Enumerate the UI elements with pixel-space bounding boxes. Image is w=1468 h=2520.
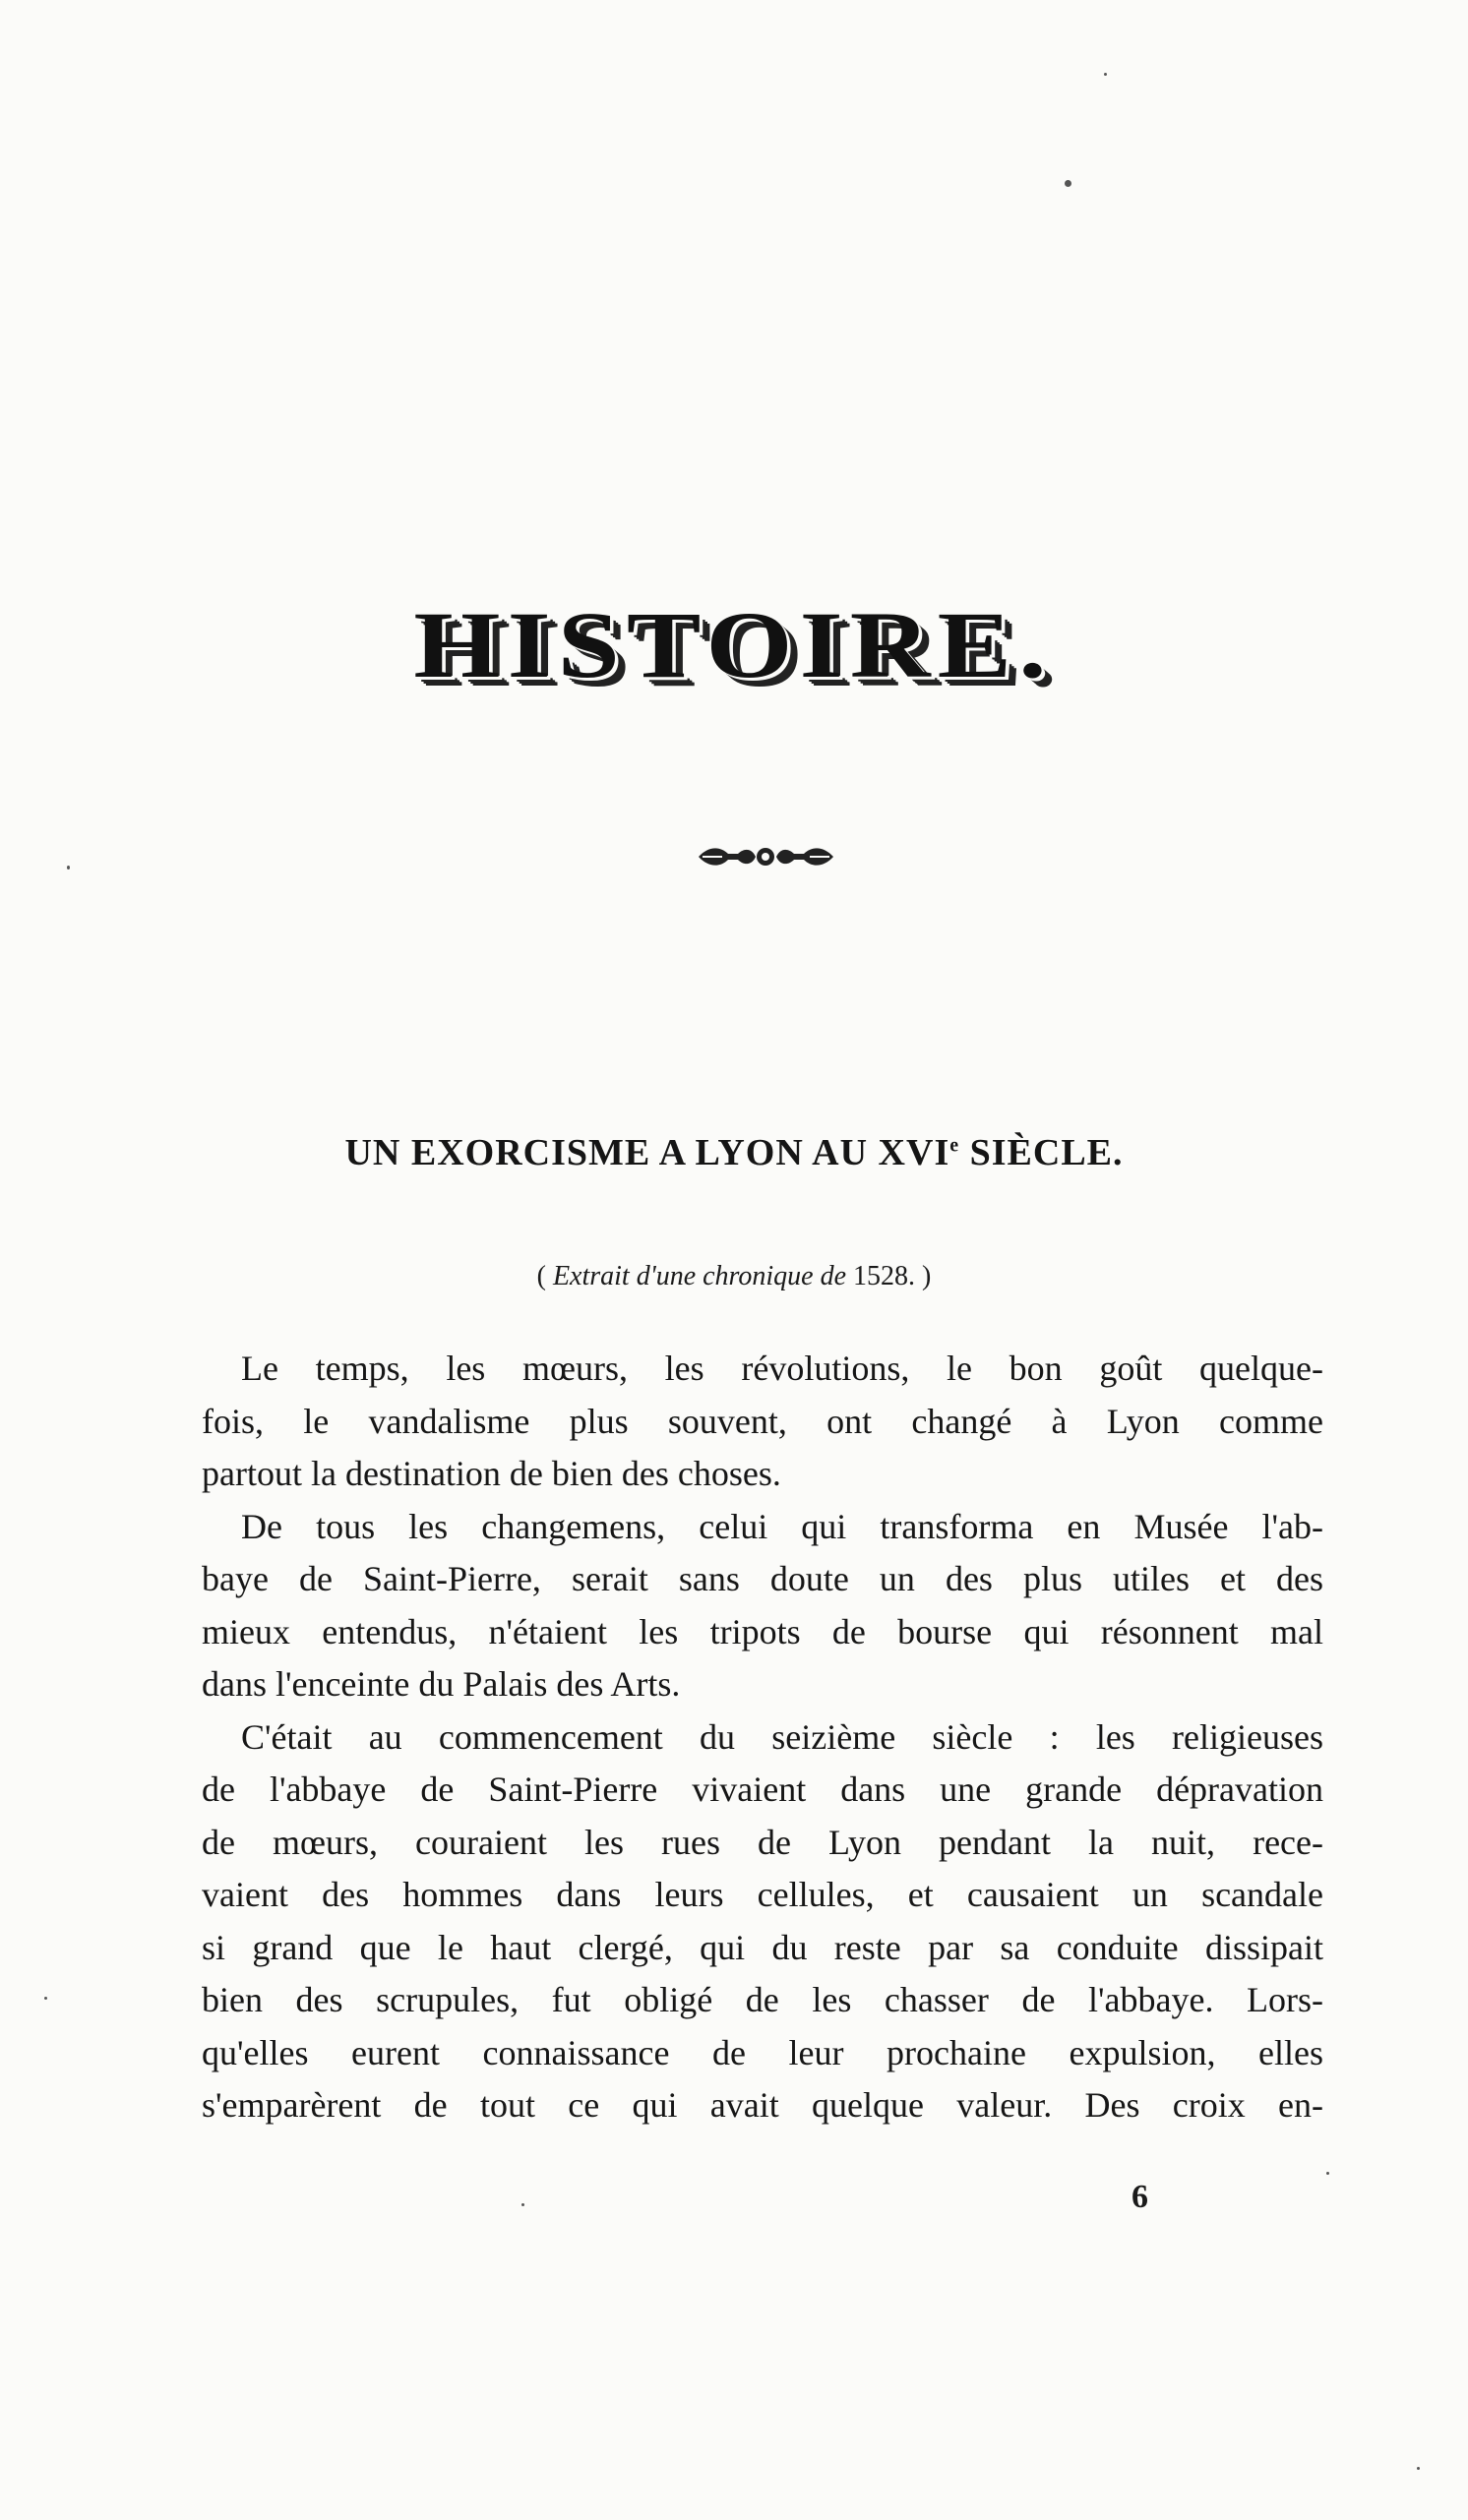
print-speck (1104, 73, 1107, 76)
print-speck (521, 2203, 524, 2206)
article-title-end: SIÈCLE. (959, 1132, 1124, 1173)
text-line: dans l'enceinte du Palais des Arts. (202, 1664, 681, 1704)
text-line: bien des scrupules, fut obligé de les chasser de l'abbaye. Lors- (202, 1980, 1323, 2019)
print-speck (67, 866, 70, 870)
source-note (0, 1261, 1468, 1292)
text-line: vaient des hommes dans leurs cellules, et causaient un scandale (202, 1875, 1323, 1914)
text-line: de mœurs, couraient les rues de Lyon pendant la nuit, rece- (202, 1822, 1323, 1862)
text-line: baye de Saint-Pierre, serait sans doute un des plus utiles et des (202, 1559, 1323, 1598)
article-title-superscript: e (949, 1134, 960, 1157)
source-open: ( (536, 1261, 553, 1291)
page-number: 6 (1132, 2179, 1148, 2215)
paragraph-1 (202, 1343, 1323, 1501)
article-title-main: UN EXORCISME A LYON AU XVI (344, 1132, 950, 1173)
print-speck (1065, 180, 1071, 187)
text-line: de l'abbaye de Saint-Pierre vivaient dans une grande dépravation (202, 1770, 1323, 1809)
section-title (0, 592, 1468, 697)
ornament-divider-icon (695, 836, 837, 877)
text-line: Le temps, les mœurs, les révolutions, le bon goût quelque- (241, 1349, 1323, 1388)
article-title (0, 1131, 1468, 1174)
section-title-text: HISTOIRE. (413, 592, 1055, 697)
text-line: qu'elles eurent connaissance de leur prochaine expulsion, elles (202, 2032, 1323, 2072)
text-line: s'emparèrent de tout ce qui avait quelque valeur. Des croix en- (202, 2085, 1323, 2125)
print-speck (44, 1997, 47, 2000)
text-line: C'était au commencement du seizième siècle : les religieuses (241, 1716, 1323, 1757)
print-speck (1417, 2467, 1420, 2470)
source-italic: Extrait d'une chronique de (552, 1261, 847, 1291)
text-line: mieux entendus, n'étaient les tripots de bourse qui résonnent mal (202, 1611, 1323, 1651)
text-line: si grand que le haut clergé, qui du reste par sa conduite dissipait (202, 1927, 1323, 1967)
source-year: 1528. ) (846, 1261, 932, 1291)
print-speck (1326, 2172, 1329, 2175)
paragraph-3 (202, 1711, 1323, 2132)
text-line: fois, le vandalisme plus souvent, ont changé à Lyon comme (202, 1401, 1323, 1441)
text-line: partout la destination de bien des choses. (202, 1454, 781, 1493)
paragraph-2 (202, 1501, 1323, 1711)
body-text (202, 1343, 1323, 2132)
text-line: De tous les changemens, celui qui transforma en Musée l'ab- (241, 1506, 1323, 1546)
